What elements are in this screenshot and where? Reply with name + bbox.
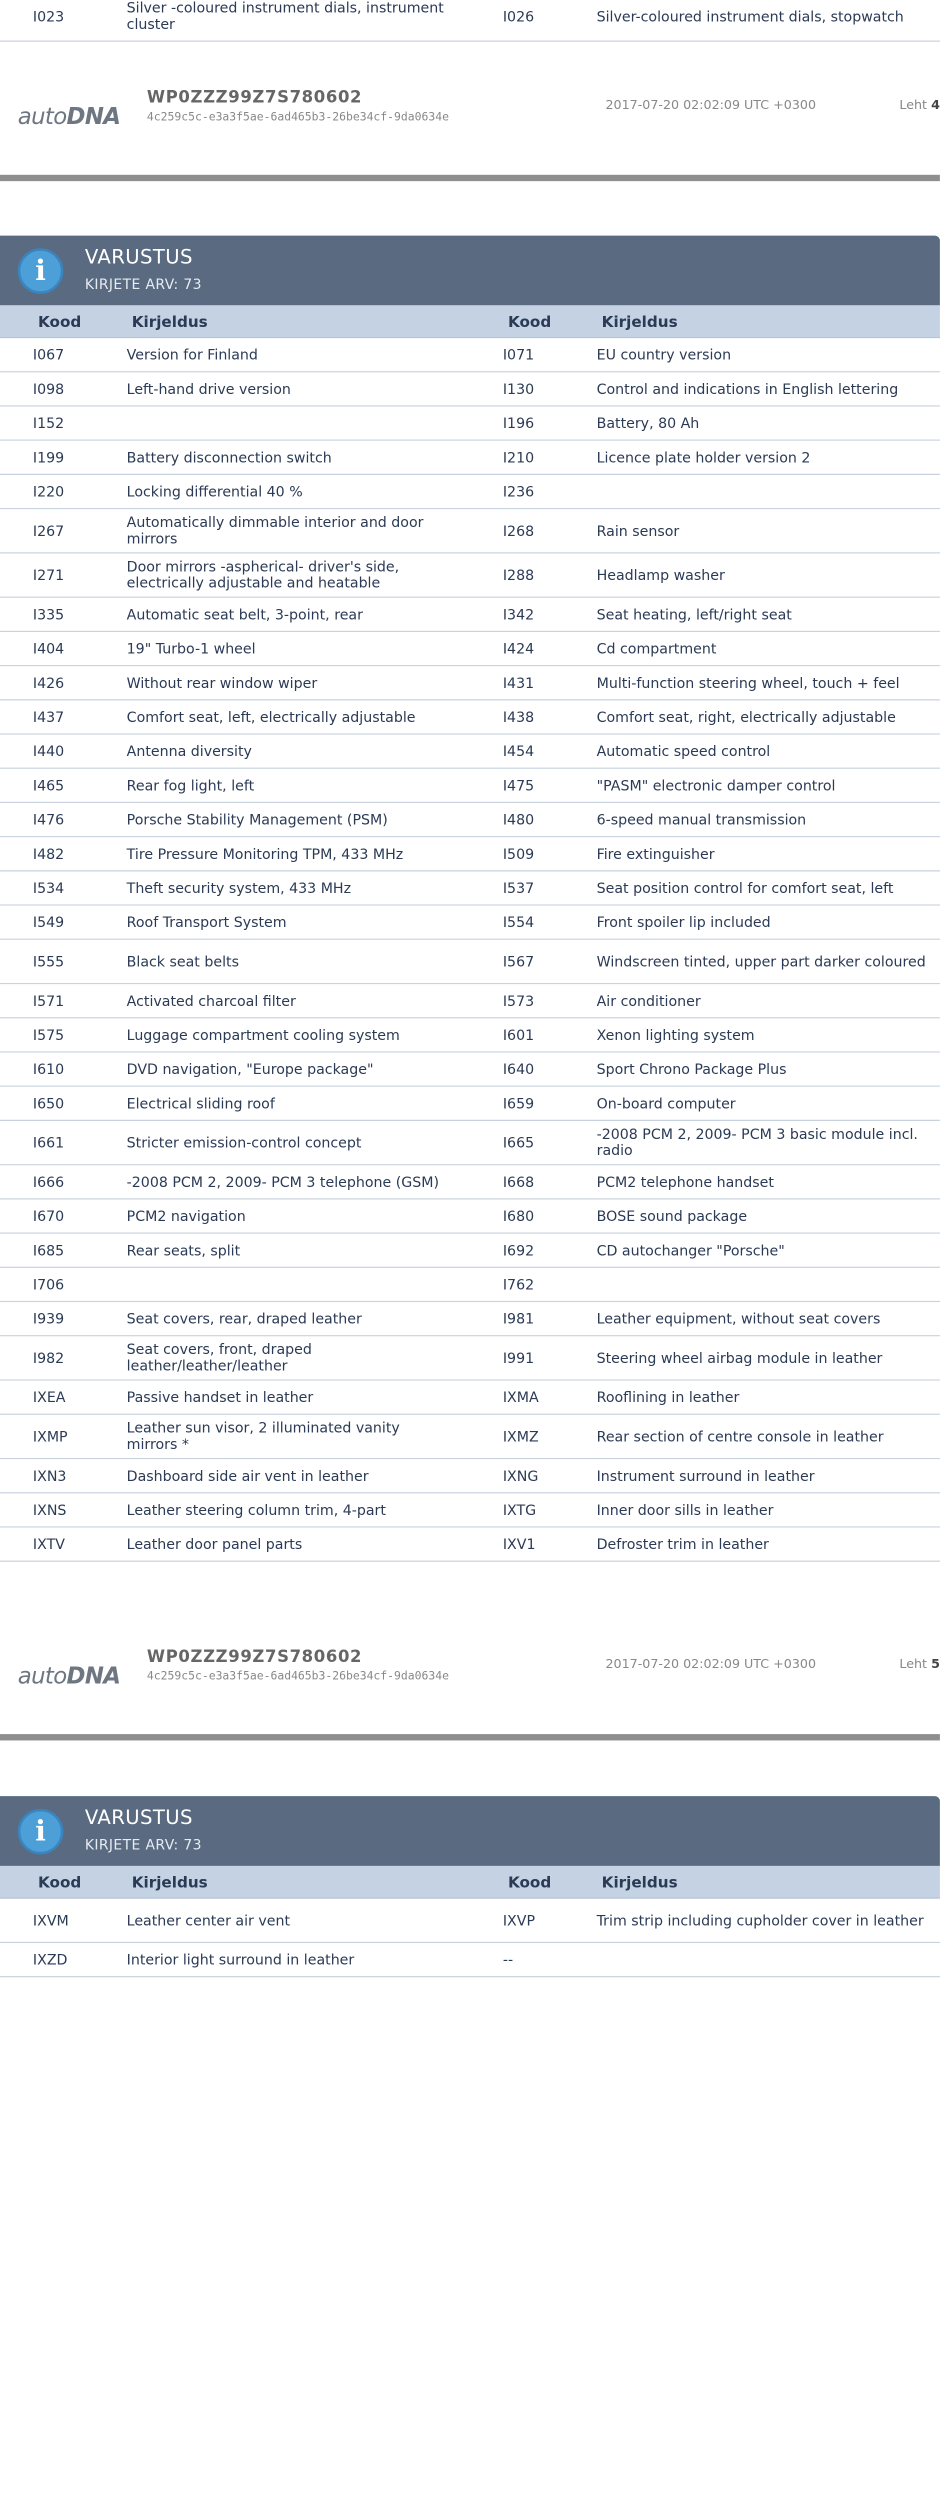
description-cell: Passive handset in leather xyxy=(126,1388,314,1406)
code-cell: I288 xyxy=(502,566,535,584)
description-cell: Battery disconnection switch xyxy=(126,449,332,466)
table-row xyxy=(0,1121,940,1165)
page-number: Leht 4 xyxy=(899,98,940,113)
code-cell: I692 xyxy=(502,1241,535,1259)
code-cell: I210 xyxy=(502,449,535,466)
description-cell: Automatic seat belt, 3-point, rear xyxy=(126,606,363,623)
description-cell: Headlamp washer xyxy=(596,566,725,584)
table-row xyxy=(0,0,940,42)
table-row xyxy=(0,407,940,441)
table-row xyxy=(0,1459,940,1493)
code-cell: I438 xyxy=(502,708,535,726)
description-cell: Leather sun visor, 2 illuminated vanity mirrors * xyxy=(126,1419,400,1453)
description-cell: Automatically dimmable interior and door mirrors xyxy=(126,514,424,548)
code-cell: I939 xyxy=(32,1310,65,1327)
table-row xyxy=(0,1415,940,1459)
code-cell: I567 xyxy=(502,953,535,970)
code-cell: I220 xyxy=(32,483,65,500)
code-cell: I534 xyxy=(32,879,65,897)
code-cell: I130 xyxy=(502,380,535,398)
report-date: 2017-07-20 02:02:09 UTC +0300 xyxy=(605,98,817,113)
code-cell: I706 xyxy=(32,1276,65,1293)
autodna-logo: autoDNA xyxy=(17,103,121,131)
page-separator xyxy=(0,175,940,181)
table-row xyxy=(0,1899,940,1943)
description-cell: Battery, 80 Ah xyxy=(596,414,700,432)
description-cell: Theft security system, 433 MHz xyxy=(126,879,352,897)
table-row xyxy=(0,769,940,803)
info-icon: i xyxy=(18,248,64,294)
code-cell: I991 xyxy=(502,1349,535,1367)
description-cell: On-board computer xyxy=(596,1095,736,1112)
table-row xyxy=(0,735,940,769)
description-cell: "PASM" electronic damper control xyxy=(596,777,836,794)
description-cell: -2008 PCM 2, 2009- PCM 3 telephone (GSM) xyxy=(126,1173,439,1191)
column-header: Kirjeldus xyxy=(601,312,678,330)
code-cell: IXVP xyxy=(502,1912,536,1929)
code-cell: I549 xyxy=(32,913,65,931)
table-row xyxy=(0,871,940,905)
description-cell: Trim strip including cupholder cover in leather xyxy=(596,1912,924,1929)
description-cell: Dashboard side air vent in leather xyxy=(126,1467,369,1484)
code-cell: I685 xyxy=(32,1241,65,1259)
code-cell: IXV1 xyxy=(502,1535,536,1553)
description-cell: Comfort seat, left, electrically adjustable xyxy=(126,708,416,726)
table-row xyxy=(0,475,940,509)
table-body xyxy=(0,1899,940,1978)
table-row xyxy=(0,1053,940,1087)
description-cell: Leather door panel parts xyxy=(126,1535,303,1553)
table-row xyxy=(0,1200,940,1234)
code-cell: I476 xyxy=(32,811,65,828)
description-cell: Seat heating, left/right seat xyxy=(596,606,792,623)
table-row xyxy=(0,338,940,372)
page-number: Leht 5 xyxy=(899,1658,940,1673)
code-cell: I071 xyxy=(502,346,535,363)
description-cell: Activated charcoal filter xyxy=(126,992,296,1009)
code-cell: I982 xyxy=(32,1349,65,1367)
description-cell: Rear fog light, left xyxy=(126,777,255,794)
description-cell: DVD navigation, "Europe package" xyxy=(126,1060,374,1078)
section-header xyxy=(0,1796,940,1866)
code-cell: -- xyxy=(502,1951,514,1968)
section-subtitle: KIRJETE ARV: 73 xyxy=(84,1836,202,1854)
code-cell: I981 xyxy=(502,1310,535,1327)
column-header: Kirjeldus xyxy=(131,1872,208,1891)
table-header xyxy=(0,305,940,338)
code-cell: I267 xyxy=(32,522,65,539)
description-cell: Inner door sills in leather xyxy=(596,1501,774,1519)
code-cell: IXVM xyxy=(32,1912,69,1929)
code-cell: I762 xyxy=(502,1276,535,1293)
code-cell: IXMZ xyxy=(502,1428,539,1445)
code-cell: I026 xyxy=(502,8,535,25)
vin-number: WP0ZZZ99Z7S780602 xyxy=(146,1647,363,1667)
description-cell: Left-hand drive version xyxy=(126,380,291,398)
code-cell: IXZD xyxy=(32,1951,68,1968)
description-cell: Leather steering column trim, 4-part xyxy=(126,1501,386,1519)
code-cell: I482 xyxy=(32,845,65,862)
description-cell: Cd compartment xyxy=(596,640,717,657)
table-row xyxy=(0,1336,940,1380)
code-cell: I424 xyxy=(502,640,535,657)
code-cell: I098 xyxy=(32,380,65,398)
code-cell: IXNS xyxy=(32,1501,67,1519)
description-cell: Electrical sliding roof xyxy=(126,1095,275,1112)
table-row xyxy=(0,1493,940,1527)
description-cell: Instrument surround in leather xyxy=(596,1467,815,1484)
code-cell: I440 xyxy=(32,742,65,760)
code-cell: I431 xyxy=(502,674,535,691)
code-cell: I661 xyxy=(32,1134,65,1151)
description-cell: EU country version xyxy=(596,346,732,363)
description-cell: Antenna diversity xyxy=(126,742,252,760)
column-header: Kood xyxy=(507,1872,552,1891)
column-header: Kood xyxy=(507,312,552,330)
report-hash: 4c259c5c-e3a3f5ae-6ad465b3-26be34cf-9da0634e xyxy=(146,1670,449,1684)
description-cell: Locking differential 40 % xyxy=(126,483,303,500)
table-row xyxy=(0,598,940,632)
column-header: Kood xyxy=(38,1872,82,1891)
equipment-section xyxy=(0,236,940,1562)
code-cell: I196 xyxy=(502,414,535,432)
description-cell: Roof Transport System xyxy=(126,913,287,931)
table-row xyxy=(0,632,940,666)
code-cell: I537 xyxy=(502,879,535,897)
page-footer xyxy=(0,1640,940,1703)
description-cell: Luggage compartment cooling system xyxy=(126,1026,400,1044)
description-cell: Comfort seat, right, electrically adjustable xyxy=(596,708,896,726)
description-cell: Seat covers, front, draped leather/leather/leather xyxy=(126,1341,312,1375)
code-cell: I601 xyxy=(502,1026,535,1044)
table-row xyxy=(0,1381,940,1415)
code-cell: I236 xyxy=(502,483,535,500)
code-cell: I666 xyxy=(32,1173,65,1191)
description-cell: Steering wheel airbag module in leather xyxy=(596,1349,883,1367)
code-cell: I152 xyxy=(32,414,65,432)
table-row xyxy=(0,666,940,700)
code-cell: IXNG xyxy=(502,1467,539,1484)
code-cell: I670 xyxy=(32,1207,65,1225)
code-cell: I571 xyxy=(32,992,65,1009)
table-row xyxy=(0,1165,940,1199)
section-header xyxy=(0,236,940,306)
table-row xyxy=(0,837,940,871)
report-hash: 4c259c5c-e3a3f5ae-6ad465b3-26be34cf-9da0634e xyxy=(146,111,449,125)
code-cell: I554 xyxy=(502,913,535,931)
table-row xyxy=(0,554,940,598)
section-title: VARUSTUS xyxy=(84,1806,193,1830)
table-row xyxy=(0,984,940,1018)
description-cell: Sport Chrono Package Plus xyxy=(596,1060,787,1078)
section-title: VARUSTUS xyxy=(84,245,193,269)
description-cell: CD autochanger "Porsche" xyxy=(596,1241,785,1259)
code-cell: I575 xyxy=(32,1026,65,1044)
description-cell: -2008 PCM 2, 2009- PCM 3 basic module incl. radio xyxy=(596,1126,918,1160)
code-cell: I573 xyxy=(502,992,535,1009)
page-separator xyxy=(0,1734,940,1740)
code-cell: I271 xyxy=(32,566,65,584)
info-icon: i xyxy=(18,1809,64,1855)
table-row xyxy=(0,906,940,940)
page-footer xyxy=(0,81,940,144)
table-row xyxy=(0,1528,940,1562)
equipment-section xyxy=(0,1796,940,1977)
table-row xyxy=(0,372,940,406)
code-cell: I199 xyxy=(32,449,65,466)
code-cell: I509 xyxy=(502,845,535,862)
table-row xyxy=(0,441,940,475)
description-cell: Air conditioner xyxy=(596,992,701,1009)
vin-number: WP0ZZZ99Z7S780602 xyxy=(146,88,363,108)
description-cell: Silver-coloured instrument dials, stopwatch xyxy=(596,8,904,25)
code-cell: I437 xyxy=(32,708,65,726)
description-cell: Without rear window wiper xyxy=(126,674,318,691)
table-row xyxy=(0,1018,940,1052)
description-cell: Licence plate holder version 2 xyxy=(596,449,811,466)
code-cell: I023 xyxy=(32,8,65,25)
code-cell: I268 xyxy=(502,522,535,539)
description-cell: Leather equipment, without seat covers xyxy=(596,1310,881,1327)
code-cell: I650 xyxy=(32,1095,65,1112)
code-cell: I610 xyxy=(32,1060,65,1078)
description-cell: Tire Pressure Monitoring TPM, 433 MHz xyxy=(126,845,404,862)
description-cell: BOSE sound package xyxy=(596,1207,748,1225)
code-cell: I640 xyxy=(502,1060,535,1078)
column-header: Kirjeldus xyxy=(601,1872,678,1891)
table-row xyxy=(0,509,940,553)
description-cell: Seat covers, rear, draped leather xyxy=(126,1310,362,1327)
table-row xyxy=(0,1268,940,1302)
description-cell: Automatic speed control xyxy=(596,742,771,760)
description-cell: Silver -coloured instrument dials, instrument cluster xyxy=(126,0,444,33)
description-cell: Multi-function steering wheel, touch + feel xyxy=(596,674,900,691)
description-cell: Rear seats, split xyxy=(126,1241,241,1259)
code-cell: IXN3 xyxy=(32,1467,67,1484)
description-cell: Version for Finland xyxy=(126,346,258,363)
code-cell: I335 xyxy=(32,606,65,623)
code-cell: I680 xyxy=(502,1207,535,1225)
code-cell: IXEA xyxy=(32,1388,66,1406)
table-row xyxy=(0,700,940,734)
report-date: 2017-07-20 02:02:09 UTC +0300 xyxy=(605,1658,817,1673)
code-cell: I475 xyxy=(502,777,535,794)
description-cell: Stricter emission-control concept xyxy=(126,1134,362,1151)
description-cell: 19" Turbo-1 wheel xyxy=(126,640,256,657)
code-cell: I480 xyxy=(502,811,535,828)
code-cell: I426 xyxy=(32,674,65,691)
autodna-logo: autoDNA xyxy=(17,1663,121,1690)
table-row xyxy=(0,1087,940,1121)
description-cell: PCM2 telephone handset xyxy=(596,1173,774,1191)
description-cell: Windscreen tinted, upper part darker coloured xyxy=(596,953,926,970)
column-header: Kirjeldus xyxy=(131,312,208,330)
code-cell: I454 xyxy=(502,742,535,760)
description-cell: Front spoiler lip included xyxy=(596,913,771,931)
description-cell: Rooflining in leather xyxy=(596,1388,740,1406)
table-row xyxy=(0,1302,940,1336)
code-cell: IXTG xyxy=(502,1501,537,1519)
description-cell: Fire extinguisher xyxy=(596,845,715,862)
code-cell: I465 xyxy=(32,777,65,794)
code-cell: I342 xyxy=(502,606,535,623)
description-cell: Black seat belts xyxy=(126,953,239,970)
code-cell: I668 xyxy=(502,1173,535,1191)
table-row xyxy=(0,1234,940,1268)
description-cell: Defroster trim in leather xyxy=(596,1535,769,1553)
table-row xyxy=(0,940,940,984)
table-row xyxy=(0,1943,940,1977)
description-cell: Xenon lighting system xyxy=(596,1026,755,1044)
code-cell: I659 xyxy=(502,1095,535,1112)
description-cell: Control and indications in English lettering xyxy=(596,380,899,398)
section-subtitle: KIRJETE ARV: 73 xyxy=(84,276,202,293)
description-cell: 6-speed manual transmission xyxy=(596,811,807,828)
table-row xyxy=(0,803,940,837)
description-cell: Door mirrors -aspherical- driver's side, electrically adjustable and heatable xyxy=(126,558,400,592)
description-cell: Seat position control for comfort seat, left xyxy=(596,879,894,897)
code-cell: IXMP xyxy=(32,1428,68,1445)
description-cell: Rear section of centre console in leather xyxy=(596,1428,884,1445)
description-cell: Leather center air vent xyxy=(126,1912,291,1929)
description-cell: PCM2 navigation xyxy=(126,1207,246,1225)
description-cell: Interior light surround in leather xyxy=(126,1951,355,1968)
code-cell: IXTV xyxy=(32,1535,65,1553)
table-body xyxy=(0,338,940,1562)
code-cell: I555 xyxy=(32,953,65,970)
description-cell: Rain sensor xyxy=(596,522,680,539)
code-cell: I404 xyxy=(32,640,65,657)
code-cell: I665 xyxy=(502,1134,535,1151)
table-header xyxy=(0,1866,940,1899)
code-cell: IXMA xyxy=(502,1388,539,1406)
column-header: Kood xyxy=(38,312,82,330)
code-cell: I067 xyxy=(32,346,65,363)
description-cell: Porsche Stability Management (PSM) xyxy=(126,811,388,828)
